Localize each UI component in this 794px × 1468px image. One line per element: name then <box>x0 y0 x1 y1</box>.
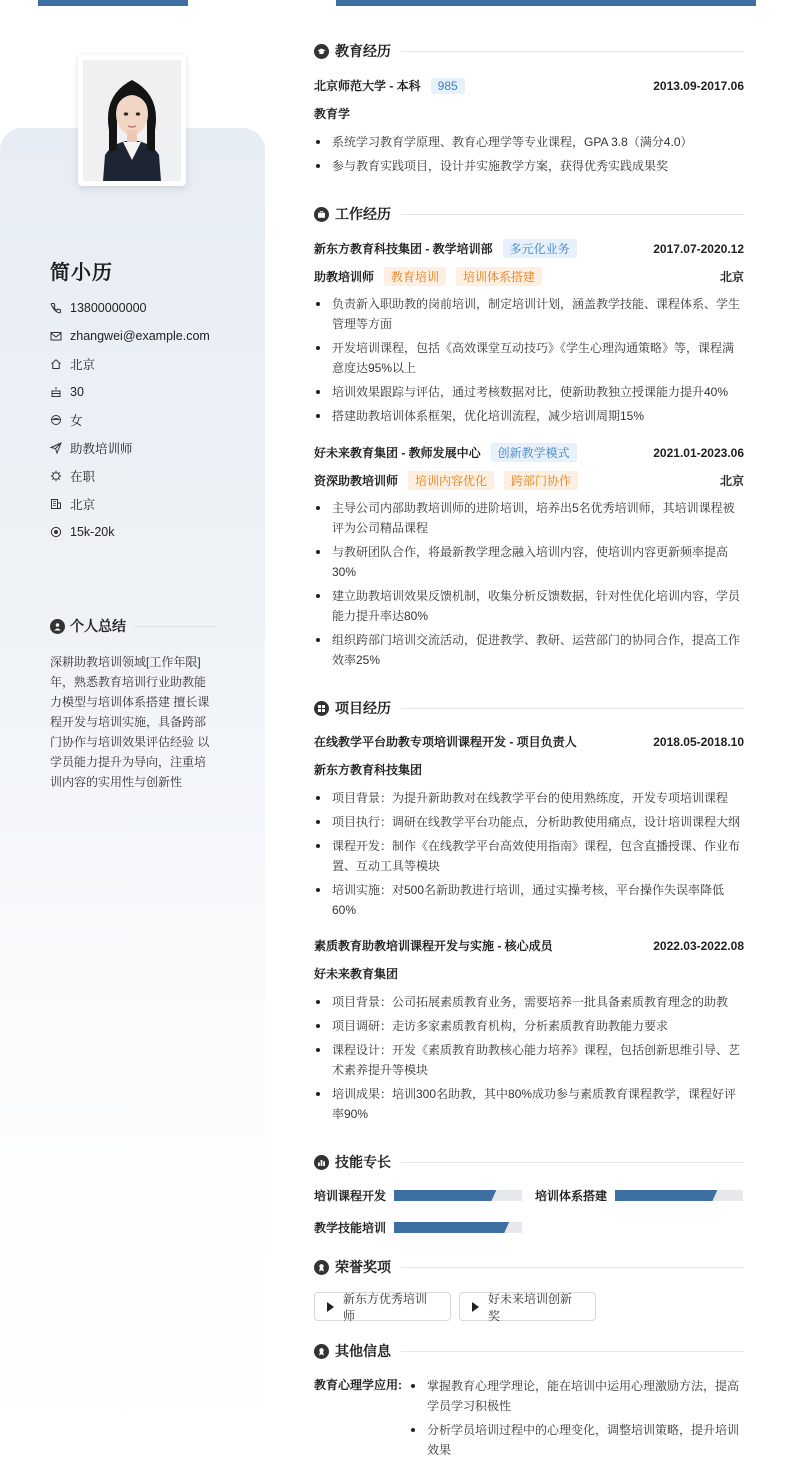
list-item: 参与教育实践项目，设计并实施教学方案，获得优秀实践成果奖 <box>314 156 744 176</box>
skill-2-fill <box>615 1190 717 1201</box>
job-2-header <box>314 443 744 462</box>
job-2-tag-2: 跨部门协作 <box>504 471 578 490</box>
education-bullets <box>314 132 744 180</box>
list-item: 开发培训课程，包括《高效课堂互动技巧》《学生心理沟通策略》等，课程满意度达95%以上 <box>314 338 744 378</box>
project-1-name: 在线教学平台助教专项培训课程开发 - 项目负责人 <box>314 735 577 749</box>
award-chip-1 <box>314 1292 451 1321</box>
info-phone <box>50 294 210 322</box>
list-item: 建立助教培训效果反馈机制，收集分析反馈数据，针对性优化培训内容，学员能力提升率达80% <box>314 586 744 626</box>
awards-divider <box>401 1267 744 1268</box>
work-heading <box>314 204 744 224</box>
email-text: zhangwei@example.com <box>70 329 210 343</box>
job-2-role: 资深助教培训师 <box>314 474 399 488</box>
job-2-role-row <box>314 471 744 490</box>
info-gender <box>50 406 210 434</box>
info-age <box>50 378 210 406</box>
skill-1 <box>314 1187 522 1203</box>
contact-info-list <box>50 294 210 546</box>
education-title: 教育经历 <box>335 43 391 59</box>
info-badge-icon <box>314 1344 329 1359</box>
info-location <box>50 350 210 378</box>
grid-icon <box>314 701 329 716</box>
list-item: 项目背景：为提升新助教对在线教学平台的使用熟练度，开发专项培训课程 <box>314 788 744 808</box>
location-text: 北京 <box>70 358 96 372</box>
education-heading <box>314 41 744 61</box>
gender-icon <box>50 414 62 426</box>
education-major-row <box>314 105 744 122</box>
education-tag: 985 <box>431 78 465 94</box>
info-email <box>50 322 210 350</box>
award-chip-2 <box>459 1292 596 1321</box>
job-2-company: 好未来教育集团 - 教师发展中心 <box>314 446 481 460</box>
projects-divider <box>401 708 744 709</box>
other-bullets <box>410 1376 744 1464</box>
home-icon <box>50 358 62 370</box>
phone-icon <box>50 302 62 314</box>
job-1-date: 2017.07-2020.12 <box>653 241 744 256</box>
list-item: 主导公司内部助教培训师的进阶培训，培养出5名优秀培训师，其培训课程被评为公司精品课程 <box>314 498 744 538</box>
list-item: 培训成果：培训300名助教，其中80%成功参与素质教育课程教学，课程好评率90% <box>314 1084 744 1124</box>
skill-1-name: 培训课程开发 <box>314 1188 387 1203</box>
age-text: 30 <box>70 385 84 399</box>
list-item: 培训效果跟踪与评估，通过考核数据对比，使新助教独立授课能力提升40% <box>314 382 744 402</box>
projects-title: 项目经历 <box>335 700 391 716</box>
project-2-org-row <box>314 965 744 982</box>
project-2-name: 素质教育助教培训课程开发与实施 - 核心成员 <box>314 939 553 953</box>
skill-2-name: 培训体系搭建 <box>535 1188 608 1203</box>
list-item: 分析学员培训过程中的心理变化，调整培训策略，提升培训效果 <box>410 1420 744 1460</box>
project-1-header <box>314 733 744 750</box>
skills-title: 技能专长 <box>335 1154 391 1170</box>
skill-3-fill <box>394 1222 509 1233</box>
top-accent-bar-left <box>38 0 188 6</box>
briefcase-icon <box>314 207 329 222</box>
job-1-tag-1: 教育培训 <box>384 267 446 286</box>
award-1-label: 新东方优秀培训师 <box>343 1291 428 1323</box>
other-title: 其他信息 <box>335 1343 391 1359</box>
skill-2-bar <box>615 1190 743 1201</box>
play-icon <box>327 1302 334 1312</box>
skill-3 <box>314 1219 522 1235</box>
skills-heading <box>314 1152 744 1172</box>
project-2-header <box>314 937 744 954</box>
send-icon <box>50 442 62 454</box>
salary-text: 15k-20k <box>70 525 115 539</box>
top-accent-bar-right <box>336 0 756 6</box>
summary-heading <box>50 616 216 636</box>
job-2-city: 北京 <box>719 474 744 488</box>
job-1-tag-2: 培训体系搭建 <box>456 267 542 286</box>
status-text: 在职 <box>70 470 96 484</box>
awards-heading <box>314 1257 744 1277</box>
projects-heading <box>314 698 744 718</box>
phone-text: 13800000000 <box>70 301 147 315</box>
work-title: 工作经历 <box>335 206 391 222</box>
job-1-city: 北京 <box>719 270 744 284</box>
skill-1-bar <box>394 1190 522 1201</box>
gender-text: 女 <box>70 414 83 428</box>
summary-title: 个人总结 <box>70 618 126 634</box>
graduation-cap-icon <box>314 44 329 59</box>
info-status <box>50 462 210 490</box>
list-item: 负责新入职助教的岗前培训，制定培训计划，涵盖教学技能、课程体系、学生管理等方面 <box>314 294 744 334</box>
skill-2 <box>535 1187 744 1203</box>
list-item: 项目背景：公司拓展素质教育业务，需要培养一批具备素质教育理念的助教 <box>314 992 744 1012</box>
list-item: 掌握教育心理学理论，能在培训中运用心理激励方法，提高学员学习积极性 <box>410 1376 744 1416</box>
play-icon <box>472 1302 479 1312</box>
job-1-bullets <box>314 294 744 430</box>
award-2-label: 好未来培训创新奖 <box>488 1291 573 1323</box>
user-circle-icon <box>50 619 65 634</box>
education-school: 北京师范大学 - 本科 <box>314 79 421 93</box>
education-date: 2013.09-2017.06 <box>653 78 744 93</box>
education-row <box>314 77 744 94</box>
summary-divider <box>134 626 216 627</box>
list-item: 组织跨部门培训交流活动，促进教学、教研、运营部门的协同合作，提高工作效率25% <box>314 630 744 670</box>
project-2-bullets <box>314 992 744 1128</box>
skill-3-name: 教学技能培训 <box>314 1220 387 1235</box>
job-1-company: 新东方教育科技集团 - 教学培训部 <box>314 242 493 256</box>
list-item: 课程设计：开发《素质教育助教核心能力培养》课程，包括创新思维引导、艺术素养提升等模块 <box>314 1040 744 1080</box>
job-1-tag: 多元化业务 <box>503 239 577 258</box>
list-item: 与教研团队合作，将最新教学理念融入培训内容，使培训内容更新频率提高30% <box>314 542 744 582</box>
job-2-bullets <box>314 498 744 674</box>
summary-text: 深耕助教培训领域[工作年限]年，熟悉教育培训行业助教能力模型与培训体系搭建 擅长课程开发与培训实施，具备跨部门协作与培训效果评估经验 以学员能力提升为导向，注重培训内容的实用性与创新性 <box>50 655 210 789</box>
list-item: 课程开发：制作《在线教学平台高效使用指南》课程，包含直播授课、作业布置、互动工具等模块 <box>314 836 744 876</box>
skill-1-fill <box>394 1190 496 1201</box>
list-item: 搭建助教培训体系框架，优化培训流程，减少培训周期15% <box>314 406 744 426</box>
job-1-role: 助教培训师 <box>314 270 375 284</box>
info-salary <box>50 518 210 546</box>
target-icon <box>50 526 62 538</box>
cake-icon <box>50 386 62 398</box>
job-2-date: 2021.01-2023.06 <box>653 445 744 460</box>
project-1-date: 2018.05-2018.10 <box>653 734 744 749</box>
status-icon <box>50 470 62 482</box>
building-icon <box>50 498 62 510</box>
project-2-org: 好未来教育集团 <box>314 967 399 981</box>
project-2-date: 2022.03-2022.08 <box>653 938 744 953</box>
project-1-org: 新东方教育科技集团 <box>314 763 423 777</box>
project-1-bullets <box>314 788 744 924</box>
mail-icon <box>50 330 62 342</box>
bar-chart-icon <box>314 1155 329 1170</box>
job-2-tag: 创新教学模式 <box>491 443 577 462</box>
info-city <box>50 490 210 518</box>
avatar-photo <box>78 55 186 186</box>
profile-name: 简小历 <box>50 262 113 284</box>
list-item: 项目调研：走访多家素质教育机构，分析素质教育助教能力要求 <box>314 1016 744 1036</box>
list-item: 项目执行：调研在线教学平台功能点，分析助教使用痛点，设计培训课程大纲 <box>314 812 744 832</box>
project-1-org-row <box>314 761 744 778</box>
other-divider <box>401 1351 744 1352</box>
list-item: 培训实施：对500名新助教进行培训，通过实操考核，平台操作失误率降低60% <box>314 880 744 920</box>
work-divider <box>401 214 744 215</box>
awards-title: 荣誉奖项 <box>335 1259 391 1275</box>
portrait-image <box>83 60 181 181</box>
city-text: 北京 <box>70 498 96 512</box>
position-text: 助教培训师 <box>70 442 133 456</box>
education-divider <box>401 51 744 52</box>
other-label: 教育心理学应用: <box>314 1378 402 1392</box>
other-heading <box>314 1341 744 1361</box>
job-1-role-row <box>314 267 744 286</box>
job-2-tag-1: 培训内容优化 <box>408 471 494 490</box>
skill-3-bar <box>394 1222 522 1233</box>
job-1-header <box>314 239 744 258</box>
list-item: 系统学习教育学原理、教育心理学等专业课程，GPA 3.8（满分4.0） <box>314 132 744 152</box>
award-icon <box>314 1260 329 1275</box>
info-position <box>50 434 210 462</box>
skills-divider <box>401 1162 744 1163</box>
education-major: 教育学 <box>314 107 351 121</box>
